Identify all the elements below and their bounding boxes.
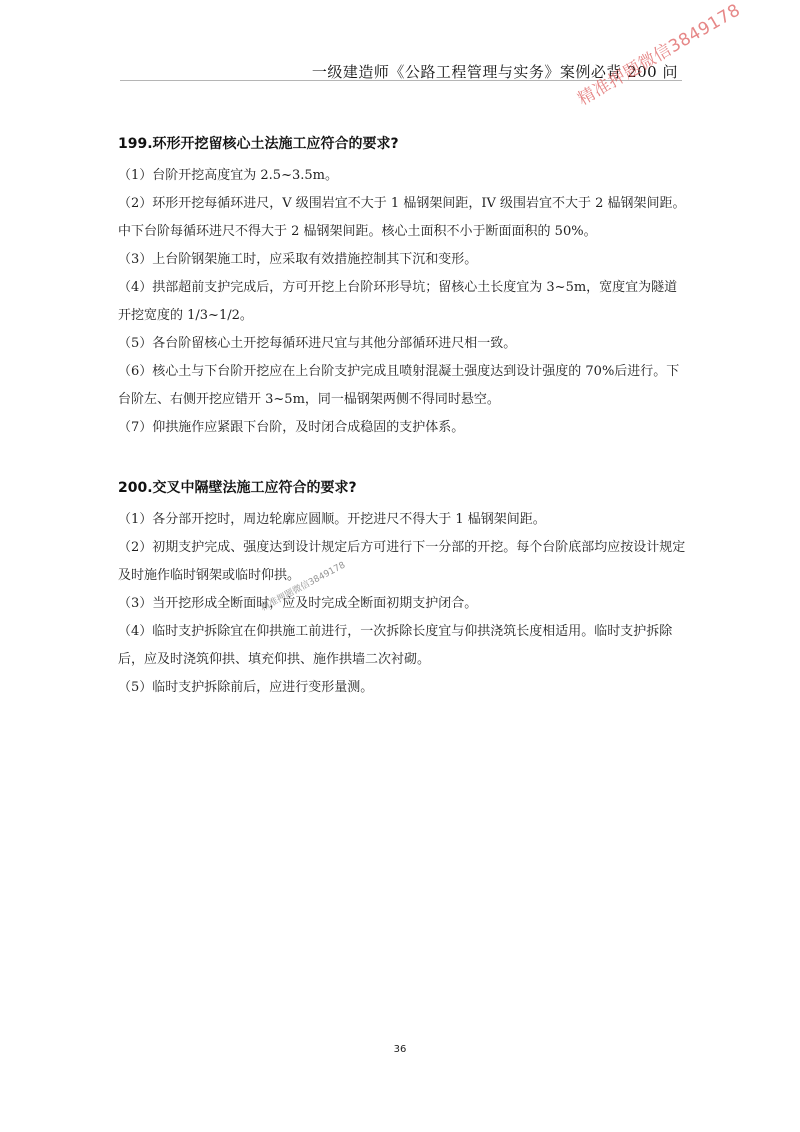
main-content <box>118 132 688 736</box>
question-title: 200.交叉中隔壁法施工应符合的要求? <box>118 480 357 496</box>
answer-item: （6）核心土与下台阶开挖应在上台阶支护完成且喷射混凝土强度达到设计强度的 70%后进行。下台阶左、右侧开挖应错开 3~5m，同一榀钢架两侧不得同时悬空。 <box>118 364 680 407</box>
answer-item: （3）上台阶钢架施工时，应采取有效措施控制其下沉和变形。 <box>118 252 478 267</box>
answer-item: （7）仰拱施作应紧跟下台阶，及时闭合成稳固的支护体系。 <box>118 420 465 435</box>
watermark-text-small: 精准押题微信3849178 <box>259 560 348 614</box>
question-200 <box>118 476 688 702</box>
answer-item: （2）环形开挖每循环进尺，V 级围岩宜不大于 1 榀钢架间距，IV 级围岩宜不大于 2 榀钢架间距。中下台阶每循环进尺不得大于 2 榀钢架间距。核心土面积不小于断面面积的 50%。 <box>118 196 686 239</box>
watermark-text: 精准押题微信3849178 <box>574 0 745 110</box>
answer-item: （5）临时支护拆除前后，应进行变形量测。 <box>118 680 374 695</box>
running-header: 一级建造师《公路工程管理与实务》案例必背 200 问 <box>311 63 678 81</box>
answer-item: （1）台阶开挖高度宜为 2.5~3.5m。 <box>118 168 338 183</box>
answer-item: （5）各台阶留核心土开挖每循环进尺宜与其他分部循环进尺相一致。 <box>118 336 517 351</box>
answer-item: （1）各分部开挖时，周边轮廓应圆顺。开挖进尺不得大于 1 榀钢架间距。 <box>118 512 546 527</box>
answer-item: （3）当开挖形成全断面时，应及时完成全断面初期支护闭合。 <box>118 596 478 611</box>
question-199 <box>118 132 688 442</box>
answer-item: （4）拱部超前支护完成后，方可开挖上台阶环形导坑；留核心土长度宜为 3~5m，宽度宜为隧道开挖宽度的 1/3~1/2。 <box>118 280 678 323</box>
page-number: 36 <box>393 1044 407 1055</box>
answer-item: （2）初期支护完成、强度达到设计规定后方可进行下一分部的开挖。每个台阶底部均应按设计规定及时施作临时钢架或临时仰拱。 <box>118 540 686 583</box>
question-title: 199.环形开挖留核心土法施工应符合的要求? <box>118 136 399 152</box>
answer-item: （4）临时支护拆除宜在仰拱施工前进行，一次拆除长度宜与仰拱浇筑长度相适用。临时支护拆除后，应及时浇筑仰拱、填充仰拱、施作拱墙二次衬砌。 <box>118 624 673 667</box>
